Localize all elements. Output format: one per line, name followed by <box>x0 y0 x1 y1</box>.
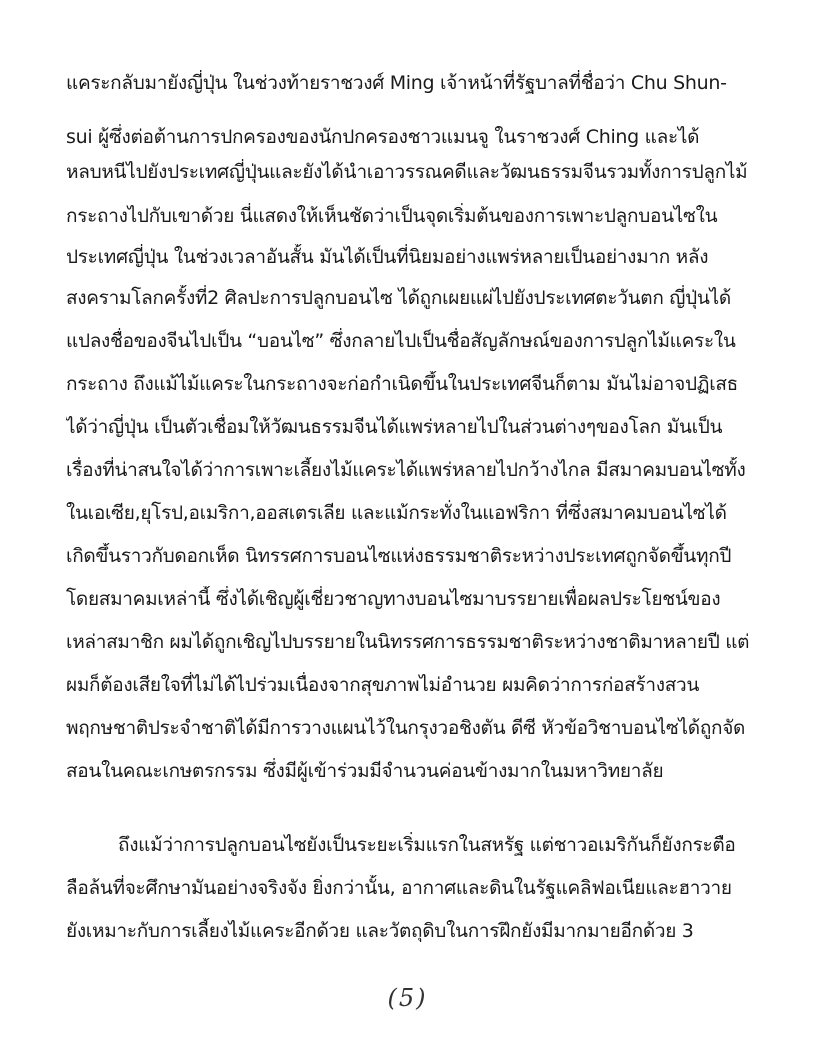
paragraph-1-line-4: กระถางไปกับเขาด้วย นี่แสดงให้เห็นชัดว่าเป็นจุดเริ่มต้นของการเพาะปลูกบอนไซใน <box>66 205 718 227</box>
paragraph-1-line-2: sui ผู้ซึ่งต่อต้านการปกครองของนักปกครองชาวแมนจู ในราชวงศ์ Ching และได้ <box>66 126 700 148</box>
paragraph-1-line-8: กระถาง ถึงแม้ไม้แคระในกระถางจะก่อกำเนิดขึ้นในประเทศจีนก็ตาม มันไม่อาจปฏิเสธ <box>66 373 738 395</box>
paragraph-1-line-1: แคระกลับมายังญี่ปุ่น ในช่วงท้ายราชวงศ์ Ming เจ้าหน้าที่รัฐบาลที่ชื่อว่า Chu Shun- <box>66 72 727 94</box>
paragraph-1-line-13: โดยสมาคมเหล่านี้ ซึ่งได้เชิญผู้เชี่ยวชาญทางบอนไซมาบรรยายเพื่อผลประโยชน์ของ <box>66 588 721 610</box>
paragraph-1-line-5: ประเทศญี่ปุ่น ในช่วงเวลาอันสั้น มันได้เป็นที่นิยมอย่างแพร่หลายเป็นอย่างมาก หลัง <box>66 246 709 268</box>
paragraph-1-line-16: พฤกษชาติประจำชาติได้มีการวางแผนไว้ในกรุงวอชิงตัน ดีซี หัวข้อวิชาบอนไซได้ถูกจัด <box>66 717 746 739</box>
paragraph-1-line-9: ได้ว่าญี่ปุ่น เป็นตัวเชื่อมให้วัฒนธรรมจีนได้แพร่หลายไปในส่วนต่างๆของโลก มันเป็น <box>66 416 723 438</box>
paragraph-1-line-10: เรื่องที่น่าสนใจได้ว่าการเพาะเลี้ยงไม้แคระได้แพร่หลายไปกว้างไกล มีสมาคมบอนไซทั้ง <box>66 459 746 481</box>
page-number: (5) <box>387 984 428 1012</box>
paragraph-1-line-12: เกิดขึ้นราวกับดอกเห็ด นิทรรศการบอนไซแห่งธรรมชาติระหว่างประเทศถูกจัดขึ้นทุกปี <box>66 545 732 567</box>
paragraph-1-line-11: ในเอเซีย,ยุโรป,อเมริกา,ออสเตรเลีย และแม้กระทั่งในแอฟริกา ที่ซึ่งสมาคมบอนไซได้ <box>66 502 727 524</box>
paragraph-1-line-15: ผมก็ต้องเสียใจที่ไม่ได้ไปร่วมเนื่องจากสุขภาพไม่อำนวย ผมคิดว่าการก่อสร้างสวน <box>66 674 700 696</box>
paragraph-1-line-6: สงครามโลกครั้งที่2 ศิลปะการปลูกบอนไซ ได้ถูกเผยแผ่ไปยังประเทศตะวันตก ญี่ปุ่นได้ <box>66 287 731 309</box>
paragraph-1-line-14: เหล่าสมาชิก ผมได้ถูกเชิญไปบรรยายในนิทรรศการธรรมชาติระหว่างชาติมาหลายปี แต่ <box>66 631 750 653</box>
paragraph-2-line-2: ลือล้นที่จะศึกษามันอย่างจริงจัง ยิ่งกว่านั้น, อากาศและดินในรัฐแคลิฟอเนียและฮาวาย <box>66 877 732 899</box>
paragraph-2-line-1: ถึงแม้ว่าการปลูกบอนไซยังเป็นระยะเริ่มแรกในสหรัฐ แต่ชาวอเมริกันก็ยังกระตือ <box>118 834 736 856</box>
paragraph-1-line-7: แปลงชื่อของจีนไปเป็น “บอนไซ” ซึ่งกลายไปเป็นชื่อสัญลักษณ์ของการปลูกไม้แคระใน <box>66 330 736 352</box>
paragraph-1-line-3: หลบหนีไปยังประเทศญี่ปุ่นและยังได้นำเอาวรรณคดีและวัฒนธรรมจีนรวมทั้งการปลูกไม้ <box>66 161 748 183</box>
paragraph-1-line-17: สอนในคณะเกษตรกรรม ซึ่งมีผู้เข้าร่วมมีจำนวนค่อนข้างมากในมหาวิทยาลัย <box>66 760 664 782</box>
paragraph-2-line-3: ยังเหมาะกับการเลี้ยงไม้แคระอีกด้วย และวัตถุดิบในการฝึกยังมีมากมายอีกด้วย 3 <box>66 920 694 942</box>
